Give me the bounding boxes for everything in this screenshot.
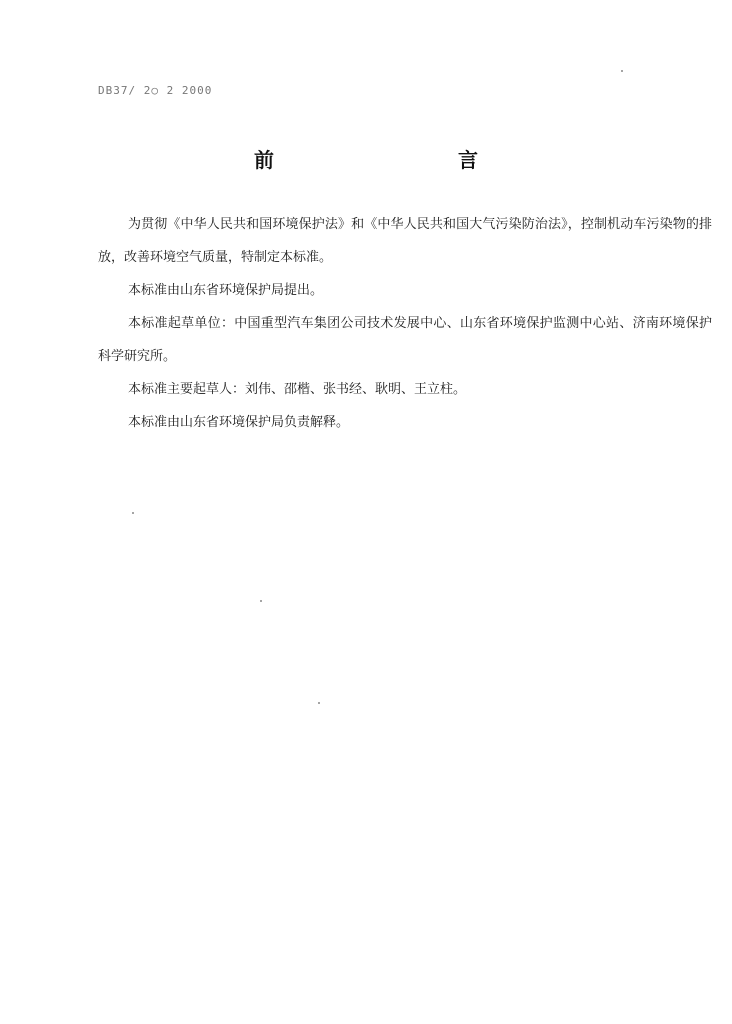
paragraph-interpretation: 本标准由山东省环境保护局负责解释。 [128,415,350,430]
document-code: DB37/ 2○ 2 2000 [98,84,213,97]
scan-speck [260,600,262,602]
preface-body [98,208,712,439]
paragraph-purpose: 为贯彻《中华人民共和国环境保护法》和《中华人民共和国大气污染防治法》，控制机动车污染物的排放，改善环境空气质量，特制定本标准。 [98,217,712,265]
scan-speck [132,512,134,514]
page-title: 前 言 [254,148,526,172]
scan-speck [621,70,623,72]
scan-speck [318,702,320,704]
paragraph-proposer: 本标准由山东省环境保护局提出。 [128,283,324,298]
paragraph-drafters: 本标准主要起草人：刘伟、邵楷、张书经、耿明、王立柱。 [128,382,467,397]
paragraph-drafting-units: 本标准起草单位：中国重型汽车集团公司技术发展中心、山东省环境保护监测中心站、济南环境保护科学研究所。 [98,316,712,364]
